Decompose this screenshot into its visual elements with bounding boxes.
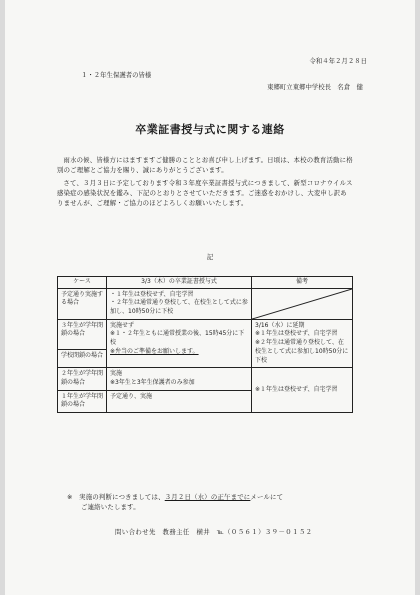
remarks-cell [252,319,353,367]
remarks-line: ※１年生は登校せず、自宅学習 [255,330,338,338]
diagonal-line [252,289,352,319]
note-line [67,493,357,503]
case-cell: ２年生が学年閉鎖の場合 [58,368,107,390]
case-cell: ３年生が学年閉鎖の場合 [58,319,107,349]
detail-title: 実施せず [110,321,135,329]
case-cell: 予定通り実施する場合 [58,288,107,319]
remarks-line: ※２年生は通常通り登校して、在校生として式に参加し10時50分に下校 [255,339,349,364]
body-text [57,156,353,212]
document-title: 卒業証書授与式に関する連絡 [135,123,285,136]
table-row [58,319,353,349]
detail-line: ・２年生は通常通り登校して、在校生として式に参加し、10時50分に下校 [110,299,248,316]
note-deadline: ３月２日（水）の正午までに [164,493,251,501]
remarks-cell: ※１年生は登校せず、自宅学習 [252,368,353,413]
ceremony-table [57,276,353,413]
note-mark: ※ [67,493,73,501]
note-line: ご連絡いたします。 [81,502,140,511]
greeting-paragraph: 雨水の候、皆様方にはますますご健勝のこととお喜び申し上げます。日頃は、本校の教育活動に格別のご理解とご協力を賜り、誠にありがとうございます。 [57,156,353,174]
detail-line: ・１年生は登校せず、自宅学習 [110,290,194,298]
issue-date: 令和４年２月２８日 [309,57,367,65]
addressee: １・２年生保護者の皆様 [81,71,152,79]
detail-cell [107,319,252,367]
case-cell: １年生が学年閉鎖の場合 [58,390,107,412]
case-cell: 学校閉鎖の場合 [58,349,107,367]
ki-marker: 記 [206,253,214,261]
notice-page [5,0,415,595]
note-text: 実施の判断につきましては、 [79,493,165,501]
detail-cell: 予定通り、実施 [107,390,252,412]
detail-title: 実施 [110,370,123,378]
detail-cell [107,368,252,390]
table-row [58,288,353,319]
diagonal-slash [252,289,352,319]
remarks-empty-cell [252,288,353,319]
detail-line: ※弁当のご準備をお願いします。 [110,347,199,355]
table-header-row [58,277,353,289]
table-row [58,368,353,390]
note-text: メールにて [250,493,284,501]
detail-line: ※3年生と3年生保護者のみ参加 [110,378,195,386]
deadline-note [67,493,357,513]
header-case: ケース [58,277,107,289]
remarks-line: 3/16（水）に延期 [255,321,305,329]
detail-line: ※１・２年生ともに通常授業の後、15時45分に下校 [110,330,245,347]
header-ceremony: 3/3（木）の卒業証書授与式 [107,277,252,289]
announcement-paragraph: さて、３月３日に予定しております令和３年度卒業証書授与式につきまして、新型コロナウイルス感染症の感染状況を鑑み、下記のとおりとさせていただきます。ご迷惑をおかけし、大変申し訳ありませんが、ご理解・ご協力のほどよろしくお願いいたします。 [57,178,353,207]
header-remarks: 備考 [252,277,353,289]
contact-line: 問い合わせ先 教務主任 横井 ℡（０５６１）３９－０１５２ [115,528,313,536]
detail-cell [107,288,252,319]
sender: 東郷町立東郷中学校長 名倉 健 [267,83,363,91]
